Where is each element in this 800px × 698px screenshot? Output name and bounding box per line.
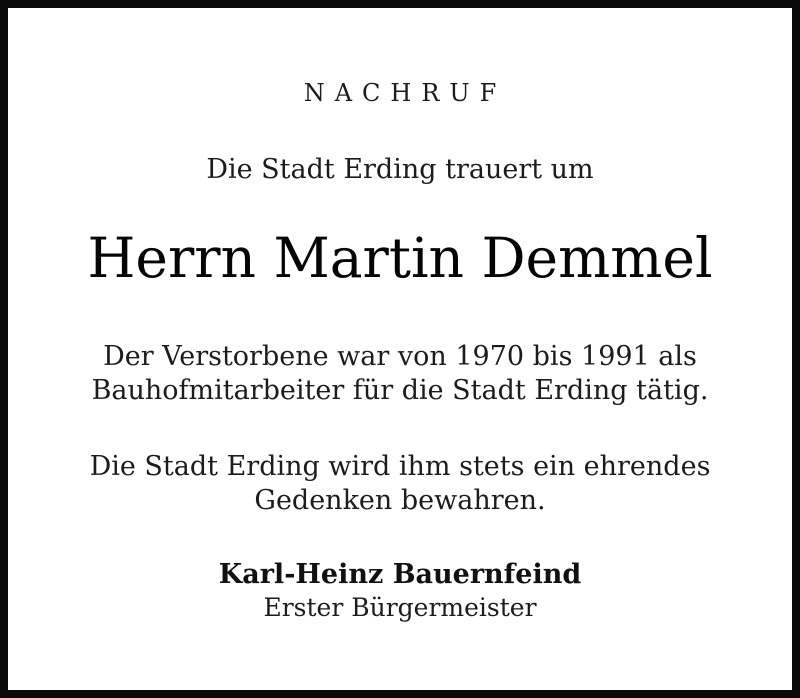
service-paragraph-line-1: Der Verstorbene war von 1970 bis 1991 als [103,341,697,372]
remembrance-paragraph [8,450,792,518]
signature-name: Karl-Heinz Bauernfeind [218,559,582,590]
remembrance-paragraph-line-2: Gedenken bewahren. [254,485,546,516]
signature-title: Erster Bürgermeister [263,593,537,622]
service-paragraph-line-2: Bauhofmitarbeiter für die Stadt Erding tätig. [91,375,709,406]
remembrance-paragraph-line-1: Die Stadt Erding wird ihm stets ein ehrendes [89,451,711,482]
service-paragraph [8,340,792,408]
notice-kicker: NACHRUF [303,79,507,107]
deceased-name: Herrn Martin Demmel [87,226,713,290]
mourning-intro-line: Die Stadt Erding trauert um [206,154,594,185]
obituary-content [8,8,792,690]
